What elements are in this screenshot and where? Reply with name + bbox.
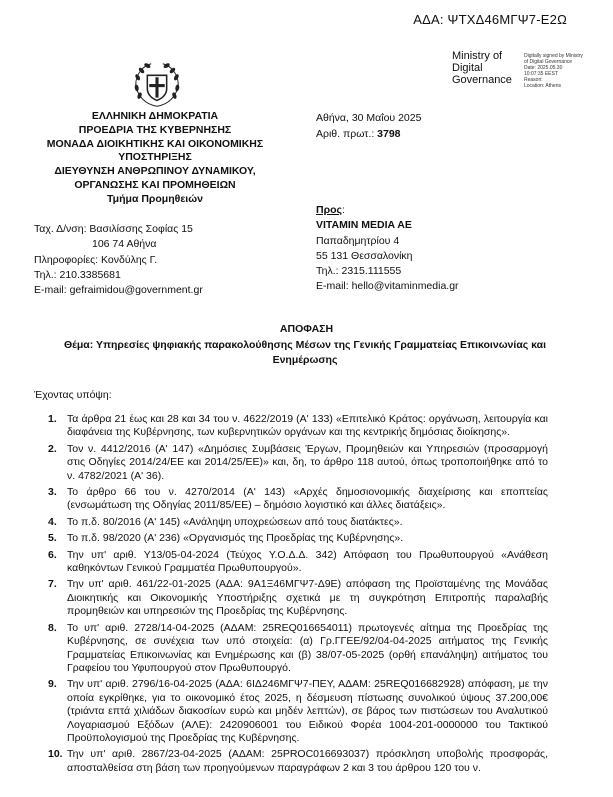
item-number: 6. [48,548,57,561]
recipient-block [316,203,459,295]
signature-detail-line: Date: 2025.05.30 [524,65,563,71]
sender-line: ΜΟΝΑΔΑ ΔΙΟΙΚΗΤΙΚΗΣ ΚΑΙ ΟΙΚΟΝΟΜΙΚΗΣ [46,137,264,150]
signature-detail-line: Digitally signed by Ministry [524,53,583,59]
item-number: 10. [48,748,63,761]
sender-line: ΥΠΟΣΤΗΡΙΞΗΣ [118,151,192,164]
signature-organization [452,50,512,86]
considering-heading: Έχοντας υπόψη: [34,389,112,401]
signature-org-line: Governance [452,74,512,86]
ada-code: ΑΔΑ: ΨΤΧΔ46ΜΓΨ7-Ε2Ω [413,12,567,27]
item-text: Το υπ' αριθ. 2728/14-04-2025 (ΑΔΑΜ: 25REQ016654011) πρωτογενές αίτημα της Προεδρίας της Κυβέρνησης, σε συνέχεια των υπό στοιχεία: (α) Γρ.ΓΓΕΕ/92/04-04-2025 αιτήματος της Γενικής Γραμματείας Επικοινωνίας και Ενημέρωσης και (β) 38/07-05-2025 (ορθή επανάληψη) αιτήματος του Γραφείου του Υφυπουργού στον Πρωθυπουργό. [67,621,548,674]
recipient-name: VITAMIN MEDIA AE [316,219,412,232]
sender-info: Πληροφορίες: Κονδύλης Γ. [34,253,158,266]
sender-line: ΠΡΟΕΔΡΙΑ ΤΗΣ ΚΥΒΕΡΝΗΣΗΣ [78,123,232,136]
protocol-label: Αριθ. πρωτ.: [316,128,378,140]
sender-heading [40,110,270,207]
sender-phone: Τηλ.: 210.3385681 [34,268,121,281]
protocol-number: 3798 [377,128,401,140]
signature-detail-line: Reason: [524,77,543,83]
list-item [48,622,548,676]
date-block [316,110,421,142]
item-text: Τον ν. 4412/2016 (Α' 147) «Δημόσιες Συμβάσεις Έργων, Προμηθειών και Υπηρεσιών (προσαρμογή στις Οδηγίες 2014/24/ΕΕ και 2014/25/ΕΕ)» και, δη, το άρθρο 118 αυτού, όπως τροποποιήθηκε από το ν. 4782/2021 (Α' 36). [67,442,548,482]
sender-postal: 106 74 Αθήνα [92,238,157,251]
item-text: Το π.δ. 80/2016 (Α' 145) «Ανάληψη υποχρεώσεων από τους διατάκτες». [67,515,403,528]
signature-org-line: Ministry of [452,50,503,62]
sender-email: E-mail: gefraimidou@government.gr [34,284,203,297]
item-text: Το άρθρο 66 του ν. 4270/2014 (Α' 143) «Αρχές δημοσιονομικής διαχείρισης και εποπτείας (ενσωμάτωση της Οδηγίας 2011/85/ΕΕ) – δημόσιο λογιστικό και άλλες διατάξεις». [67,486,548,512]
sender-line: ΔΙΕΥΘΥΝΣΗ ΑΝΘΡΩΠΙΝΟΥ ΔΥΝΑΜΙΚΟΥ, [54,165,256,178]
item-text: Τα άρθρα 21 έως και 28 και 34 του ν. 4622/2019 (Α' 133) «Επιτελικό Κράτος: οργάνωση, λειτουργία και διαφάνεια της Κυβέρνησης, των κυβερνητικών οργάνων και της κεντρικής δημόσιας διοίκησης». [67,413,548,439]
item-text: Την υπ' αριθ. 2867/23-04-2025 (ΑΔΑΜ: 25PROC016693037) πρόσκληση υποβολής προσφοράς, αποσταλθείσα στη βάση των προηγούμενων παραγράφων 2 και 3 του άρθρου 120 του ν. [67,748,548,774]
document-date: Αθήνα, 30 Μαΐου 2025 [316,112,422,124]
recipient-label-line [316,203,459,218]
recipient-email: E-mail: hello@vitaminmedia.gr [316,280,459,293]
signature-org-line: Digital [452,62,483,74]
list-item [48,516,548,529]
list-item [48,413,548,440]
sender-contacts [34,222,203,298]
list-item [48,443,548,483]
item-number: 2. [48,442,57,455]
decision-title: ΑΠΟΦΑΣΗ [279,323,334,335]
recipient-city: 55 131 Θεσσαλονίκη [316,249,413,262]
list-item [48,748,548,774]
item-text: Το π.δ. 98/2020 (Α' 236) «Οργανισμός της Προεδρίας της Κυβέρνησης». [67,532,404,545]
item-number: 1. [48,413,57,425]
sender-line: Τμήμα Προμηθειών [107,192,203,205]
considerations-list [48,413,548,777]
signature-detail-line: of Digital Governance [524,59,573,65]
decision-subject: Θέμα: Υπηρεσίες ψηφιακής παρακολούθησης Μέσων της Γενικής Γραμματείας Επικοινωνίας και Ενημέρωσης [63,339,547,366]
recipient-street: Παπαδημητρίου 4 [316,234,400,247]
item-number: 9. [48,678,57,691]
greek-emblem-icon [128,56,186,114]
signature-detail-line: 10:07:35 EEST [524,71,558,77]
list-item [48,678,548,745]
list-item [48,549,548,576]
list-item [48,486,548,513]
sender-line: ΕΛΛΗΝΙΚΗ ΔΗΜΟΚΡΑΤΙΑ [91,110,219,122]
item-number: 7. [48,578,57,591]
list-item [48,532,548,545]
signature-details [524,53,583,89]
item-number: 8. [48,621,57,634]
item-number: 4. [48,515,57,528]
sender-line: ΟΡΓΑΝΩΣΗΣ ΚΑΙ ΠΡΟΜΗΘΕΙΩΝ [74,178,236,191]
list-item [48,578,548,618]
signature-detail-line: Location: Athens [524,83,561,89]
recipient-phone: Τηλ.: 2315.111555 [316,265,402,278]
item-number: 3. [48,486,57,499]
item-text: Την υπ' αριθ. Υ13/05-04-2024 (Τεύχος Υ.Ο.Δ.Δ. 342) Απόφαση του Πρωθυπουργού «Ανάθεση καθηκόντων Γενικού Γραμματέα Πρωθυπουργού». [67,548,548,575]
sender-address: Ταχ. Δ/νση: Βασιλίσσης Σοφίας 15 [34,223,193,235]
item-text: Την υπ' αριθ. 2796/16-04-2025 (ΑΔΑ: 6ΙΔ246ΜΓΨ7-ΠΕΥ, ΑΔΑΜ: 25REQ016682928) απόφαση, με την οποία εγκρίθηκε, για το οικονομικό έτος 2025, η δέσμευση πίστωσης συνολικού ύψους 37.200,00€ (τριάντα επτά χιλιάδων διακοσίων ευρώ και μηδέν λεπτών), σε βάρος των πιστώσεων του Αναλυτικού Λογαριασμού Εξόδων (ΑΛΕ): 2420906001 του Ειδικού Φορέα 1004-201-0000000 του Τακτικού Προϋπολογισμού της Προεδρίας της Κυβέρνησης. [67,678,548,744]
recipient-label-colon: : [341,204,345,216]
recipient-label: Προς [316,204,342,216]
protocol-line [316,126,421,142]
item-number: 5. [48,532,57,545]
item-text: Την υπ' αριθ. 461/22-01-2025 (ΑΔΑ: 9Α1Ξ46ΜΓΨ7-Δ9Ε) απόφαση της Προϊσταμένης της Μονάδας Διοικητικής και Οικονομικής Υποστήριξης σχετικά με τη συγκρότηση Επιτροπής παραλαβής προμηθειών και υπηρεσιών της Προεδρίας της Κυβέρνησης. [67,578,548,618]
